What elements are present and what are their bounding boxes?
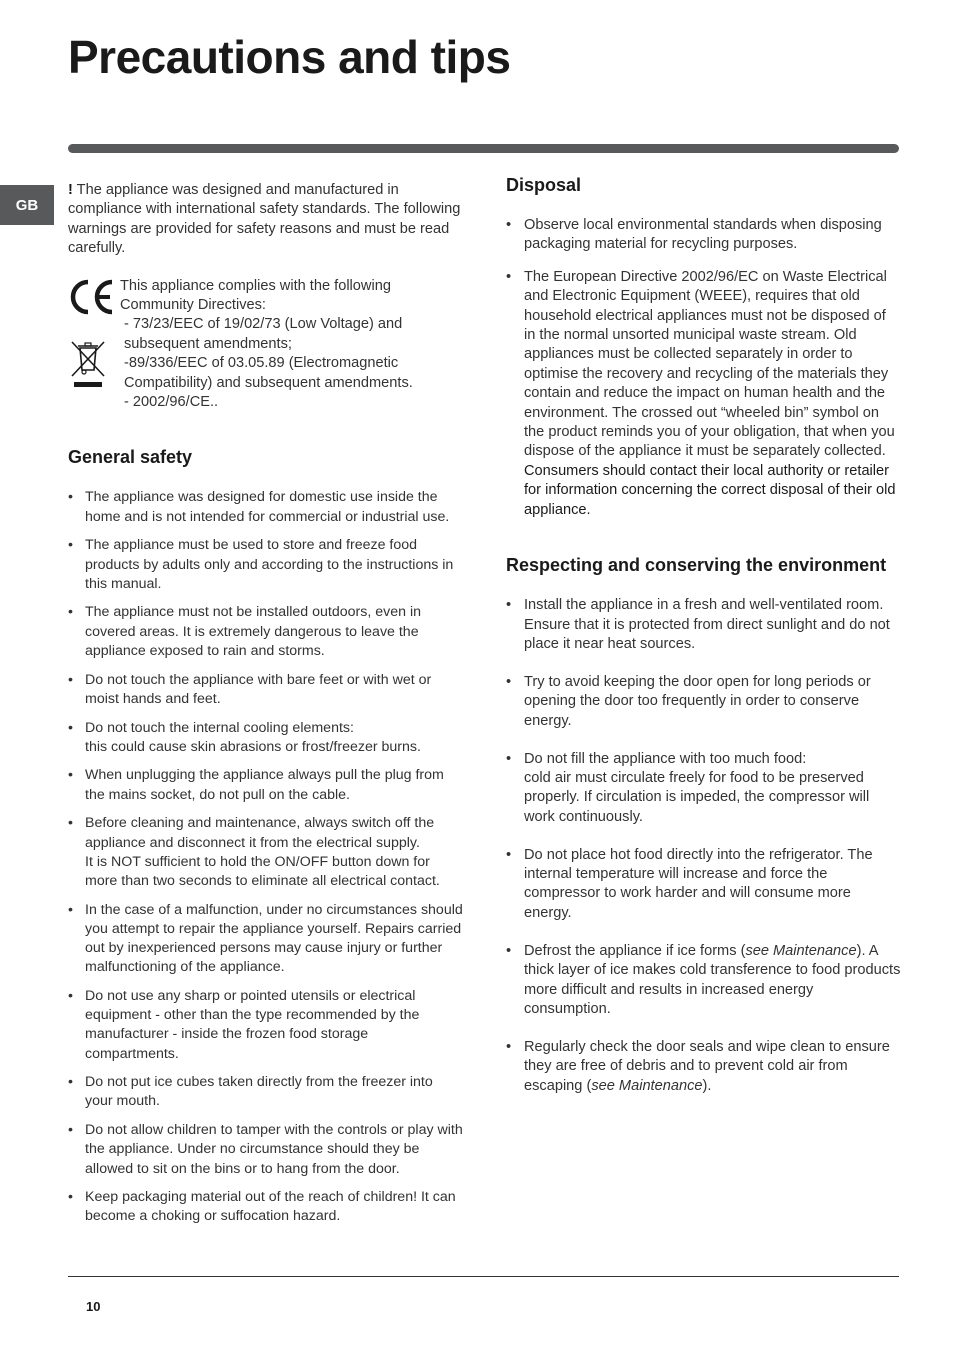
intro-paragraph — [68, 181, 463, 259]
warning-mark: ! — [68, 182, 73, 198]
list-item: • When unplugging the appliance always pull the plug from the mains socket, do not pull on the cable. — [68, 766, 463, 804]
list-item: • The European Directive 2002/96/EC on Waste Electrical and Electronic Equipment (WEEE), requires that old household electrical appliances must not be disposed of in the normal unsorted municipal waste stream. Old appliances must be collected separately in order to optimise the recovery and recycling of the materials they contain and reduce the impact on human health and the environment. The crossed out “wheeled bin” symbol on the product reminds you of your obligation, that when you dispose of the appliance it must be separately collected. Consumers should contact their local authority or retailer for information concerning the correct disposal of their old appliance. — [506, 268, 901, 520]
directive-line: - 2002/96/CE.. — [124, 394, 219, 411]
list-item: • In the case of a malfunction, under no circumstances should you attempt to repair the appliance yourself. Repairs carried out by inexperienced persons may cause injury or further malfunctioning of the appliance. — [68, 901, 463, 978]
directives-block — [68, 277, 463, 413]
list-item: • Do not place hot food directly into the refrigerator. The internal temperature will increase and force the compressor to work harder and will consume more energy. — [506, 846, 901, 924]
list-item: • Keep packaging material out of the reach of children! It can become a choking or suffocation hazard. — [68, 1188, 463, 1226]
general-safety-heading: General safety — [68, 447, 193, 468]
directive-line: This appliance complies with the following — [120, 277, 391, 294]
directive-icons — [68, 277, 120, 413]
top-divider — [68, 144, 899, 153]
maintenance-reference: see Maintenance — [591, 1077, 703, 1094]
list-item: • The appliance must be used to store and freeze food products by adults only and according to the instructions in this manual. — [68, 536, 463, 594]
directive-line: Community Directives: — [120, 297, 266, 314]
list-item: • Do not touch the appliance with bare feet or with wet or moist hands and feet. — [68, 671, 463, 709]
list-item: • Do not allow children to tamper with the controls or play with the appliance. Under no circumstance should they be allowed to sit on the bins or to hang from the door. — [68, 1121, 463, 1179]
list-item: • The appliance was designed for domestic use inside the home and is not intended for commercial or industrial use. — [68, 488, 463, 526]
list-item: • Try to avoid keeping the door open for long periods or opening the door too frequently in order to conserve energy. — [506, 673, 901, 731]
disposal-heading: Disposal — [506, 175, 582, 195]
ce-mark-icon — [68, 279, 116, 315]
list-item: • Install the appliance in a fresh and well-ventilated room. Ensure that it is protected from direct sunlight and do not place it near heat sources. — [506, 596, 901, 654]
directives-text — [120, 277, 463, 413]
directive-line: - 73/23/EEC of 19/02/73 (Low Voltage) and — [124, 316, 403, 333]
maintenance-reference: see Maintenance — [745, 942, 857, 959]
disposal-list — [506, 216, 901, 520]
directive-line: subsequent amendments; — [124, 335, 292, 352]
environment-heading: Respecting and conserving the environment — [506, 555, 887, 576]
right-column — [506, 176, 901, 1115]
language-tab: GB — [0, 185, 54, 225]
list-item: • Regularly check the door seals and wipe clean to ensure they are free of debris and to prevent cold air from escaping (see Maintenance). — [506, 1038, 901, 1096]
crossed-wheeled-bin-icon — [70, 340, 106, 388]
left-column — [68, 181, 463, 1236]
bottom-divider — [68, 1276, 899, 1277]
list-item: • The appliance must not be installed outdoors, even in covered areas. It is extremely dangerous to leave the appliance exposed to rain and storms. — [68, 603, 463, 661]
list-item: • Defrost the appliance if ice forms (see Maintenance). A thick layer of ice makes cold transference to food products more difficult and results in increased energy consumption. — [506, 942, 901, 1020]
page-title: Precautions and tips — [68, 31, 511, 83]
intro-text: The appliance was designed and manufactured in compliance with international safety standards. The following warnings are provided for safety reasons and must be read carefully. — [68, 182, 461, 257]
list-item: • Do not use any sharp or pointed utensils or electrical equipment - other than the type recommended by the manufacturer - inside the frozen food storage compartments. — [68, 987, 463, 1064]
disposal-note: Consumers should contact their local authority or retailer for information concerning the correct disposal of their old appliance. — [524, 462, 896, 518]
list-item: • Do not put ice cubes taken directly from the freezer into your mouth. — [68, 1073, 463, 1111]
environment-list — [506, 596, 901, 1096]
list-item: • Observe local environmental standards when disposing packaging material for recycling purposes. — [506, 216, 901, 255]
page-number: 10 — [86, 1299, 101, 1314]
general-safety-list — [68, 488, 463, 1226]
directive-line: -89/336/EEC of 03.05.89 (Electromagnetic — [124, 355, 399, 372]
list-item: • Do not touch the internal cooling elements: this could cause skin abrasions or frost/freezer burns. — [68, 719, 463, 757]
directive-line: Compatibility) and subsequent amendments. — [124, 374, 413, 391]
list-item: • Do not fill the appliance with too much food: cold air must circulate freely for food to be preserved properly. If circulation is impeded, the compressor will work continuously. — [506, 750, 901, 828]
list-item: • Before cleaning and maintenance, always switch off the appliance and disconnect it from the electrical supply. It is NOT sufficient to hold the ON/OFF button down for more than two seconds to eliminate all electrical contact. — [68, 814, 463, 891]
